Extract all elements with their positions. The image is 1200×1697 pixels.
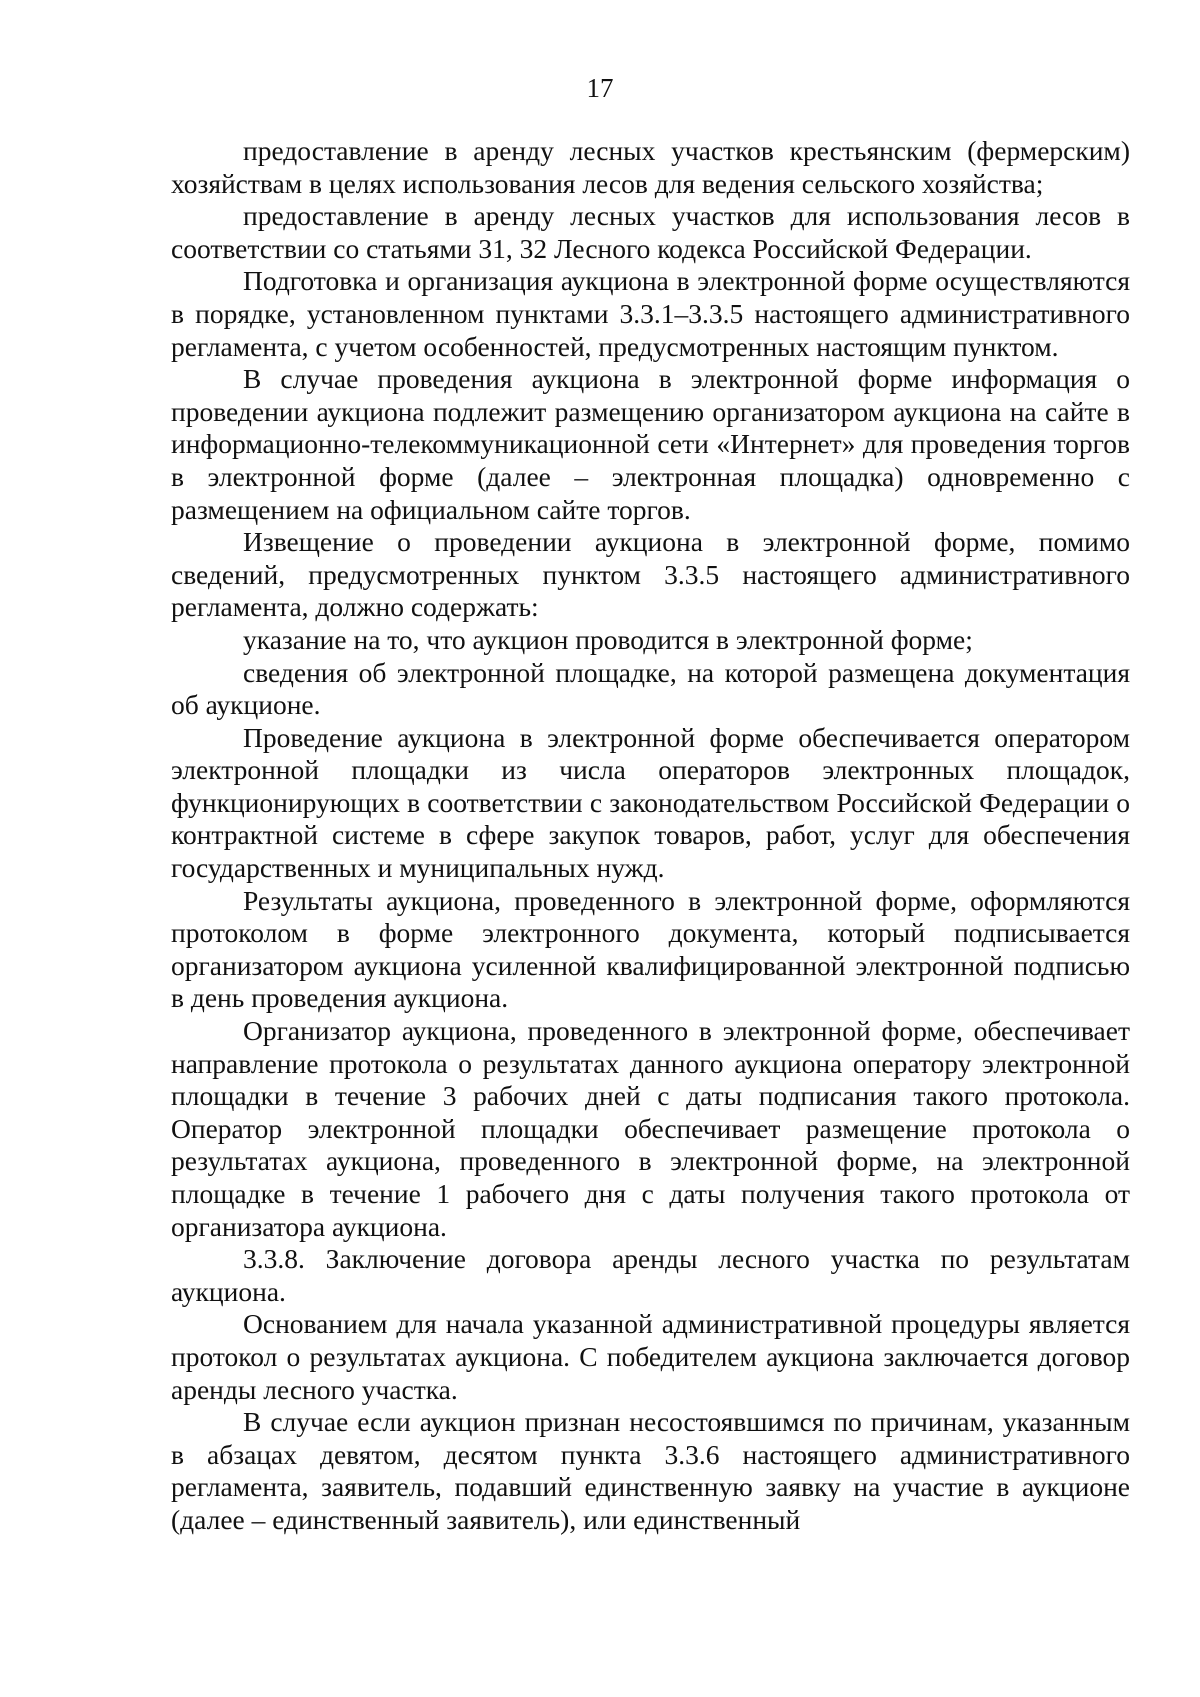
section-heading-3-3-8: 3.3.8. Заключение договора аренды лесного участка по результатам аукциона. [171,1243,1130,1307]
paragraph-electronic-form-note: указание на то, что аукцион проводится в электронной форме; [243,623,973,655]
paragraph-platform-info: сведения об электронной площадке, на которой размещена документация об аукционе. [171,656,1130,721]
paragraph-farm-lease: предоставление в аренду лесных участков крестьянским (фермерским) хозяйствам в целях использования лесов для ведения сельского хозяйства; [171,135,1130,199]
page-number: 17 [586,73,614,103]
paragraph-platform-operator: Проведение аукциона в электронной форме обеспечивается оператором электронной площадки из числа операторов электронных площадок, функционирующих в соответствии с законодательством Российской Федерации о контрактной системе в сфере закупок товаров, работ, услуг для обеспечения государственных и муниципальных нужд. [171,721,1130,884]
paragraph-auction-results: Результаты аукциона, проведенного в электронной форме, оформляются протоколом в форме электронного документа, который подписывается организатором аукциона усиленной квалифицированной электронной подписью в день проведения аукциона. [171,884,1130,1014]
paragraph-auction-notice: Извещение о проведении аукциона в электронной форме, помимо сведений, предусмотренных пунктом 3.3.5 настоящего административного регламента, должно содержать: [171,526,1130,623]
paragraph-auction-information: В случае проведения аукциона в электронной форме информация о проведении аукциона подлежит размещению организатором аукциона на сайте в информационно-телекоммуникационной сети «Интернет» для проведения торгов в электронной форме (далее – электронная площадка) одновременно с размещением на официальном сайте торгов. [171,363,1130,525]
paragraph-auction-preparation: Подготовка и организация аукциона в электронной форме осуществляются в порядке, установленном пунктами 3.3.1–3.3.5 настоящего административного регламента, с учетом особенностей, предусмотренных настоящим пунктом. [171,265,1130,362]
paragraph-procedure-basis: Основанием для начала указанной административной процедуры является протокол о результатах аукциона. С победителем аукциона заключается договор аренды лесного участка. [171,1308,1130,1405]
document-body [171,135,1130,1537]
paragraph-forest-code-lease: предоставление в аренду лесных участков для использования лесов в соответствии со статьями 31, 32 Лесного кодекса Российской Федерации. [171,200,1130,264]
paragraph-protocol-transmission: Организатор аукциона, проведенного в электронной форме, обеспечивает направление протокола о результатах данного аукциона оператору электронной площадки в течение 3 рабочих дней с даты подписания такого протокола. Оператор электронной площадки обеспечивает размещение протокола о результатах аукциона, проведенного в электронной форме, на электронной площадке в течение 1 рабочего дня с даты получения такого протокола от организатора аукциона. [171,1015,1130,1242]
paragraph-failed-auction: В случае если аукцион признан несостоявшимся по причинам, указанным в абзацах девятом, десятом пункта 3.3.6 настоящего административного регламента, заявитель, подавший единственную заявку на участие в аукционе (далее – единственный заявитель), или единственный [171,1406,1130,1535]
